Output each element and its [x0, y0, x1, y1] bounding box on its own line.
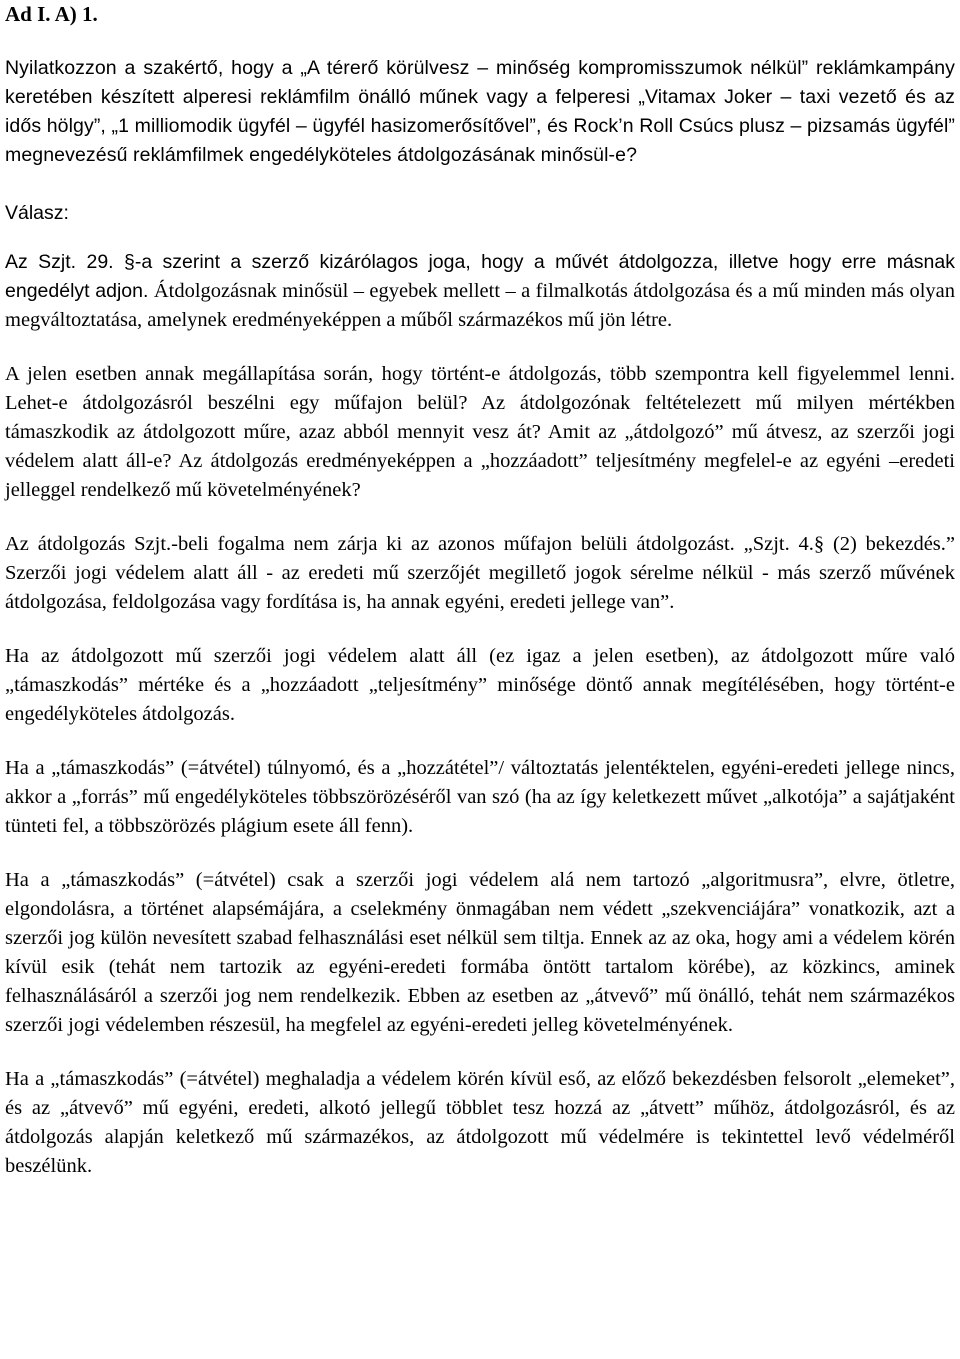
- answer-paragraph-1-serif: Átdolgozásnak minősül – egyebek mellett – a filmalkotás átdolgozása és a mű minden más olyan megváltoztatása, amelynek eredményeképpen a műből származékos mű jön létre.: [5, 280, 955, 331]
- paragraph-reproduction: Ha a „támaszkodás” (=átvétel) túlnyomó, és a „hozzátétel”/ változtatás jelentéktelen, egyéni-eredeti jellege nincs, akkor a „forrás” mű engedélyköteles többszörözéséről van szó (ha az így keletkezett művet „alkotója” a sajátjaként tünteti fel, a többszörözés plágium esete áll fenn).: [5, 757, 955, 837]
- paragraph-same-genre: Az átdolgozás Szjt.-beli fogalma nem zárja ki az azonos műfajon belüli átdolgozást. „Szjt. 4.§ (2) bekezdés.” Szerzői jogi védelem alatt áll - az eredeti mű szerzőjét megillető jogok sérelme nélkül - más szerző művének átdolgozása, feldolgozása vagy fordítása is, ha annak egyéni, eredeti jellege van”.: [5, 533, 955, 613]
- paragraph-public-domain: Ha a „támaszkodás” (=átvétel) csak a szerzői jogi védelem alá nem tartozó „algoritmusra”, elvre, ötletre, elgondolásra, a történet alapsémájára, a cselekmény önmagában nem védett „szekvenciájára” vonatkozik, azt a szerzői jog külön nevesített szabad felhasználási eset nélkül sem tiltja. Ennek az az oka, hogy ami a védelem körén kívül esik (tehát nem tartozik az egyéni-eredeti formába öntött tartalom körébe), az közkincs, aminek felhasználásáról a szerzői jog nem rendelkezik. Ebben az esetben az „átvevő” mű önálló, tehát nem származékos szerzői jogi védelemben részesül, ha megfelel az egyéni-eredeti jelleg követelményének.: [5, 869, 955, 1036]
- answer-paragraph-1-sans: Az Szjt. 29. §-a szerint a szerző kizárólagos joga, hogy a művét átdolgozza, illetve hogy erre másnak engedélyt adjon.: [5, 251, 955, 302]
- document-page: [5, 0, 955, 1206]
- answer-label: Válasz:: [5, 202, 69, 224]
- paragraph-criteria: A jelen esetben annak megállapítása során, hogy történt-e átdolgozás, több szempontra kell figyelemmel lenni. Lehet-e átdolgozásról beszélni egy műfajon belül? Az átdolgozónak feltételezett mű milyen mértékben támaszkodik az átdolgozott műre, azaz abból mennyit vesz át? Amit az „átdolgozó” mű átvesz, az szerzői jogi védelem alatt áll-e? Az átdolgozás eredményeképpen a „hozzáadott” teljesítmény megfelel-e az egyéni –eredeti jelleggel rendelkező mű követelményének?: [5, 363, 955, 501]
- paragraph-derivative: Ha a „támaszkodás” (=átvétel) meghaladja a védelem körén kívül eső, az előző bekezdésben felsorolt „elemeket”, és az „átvevő” mű egyéni, eredeti, alkotó jellegű többlet tesz hozzá az „átvett” műhöz, átdolgozásról, és az átdolgozás alapján keletkező mű származékos, az átdolgozott mű védelmére is tekintettel levő védelméről beszélünk.: [5, 1068, 955, 1177]
- paragraph-reliance: Ha az átdolgozott mű szerzői jogi védelem alatt áll (ez igaz a jelen esetben), az átdolgozott műre való „támaszkodás” mértéke és a „hozzáadott „teljesítmény” minősége döntő annak megítélésében, hogy történt-e engedélyköteles átdolgozás.: [5, 645, 955, 725]
- section-heading: Ad I. A) 1.: [5, 2, 98, 26]
- answer-paragraph-1: [5, 248, 955, 335]
- question-paragraph: Nyilatkozzon a szakértő, hogy a „A térerő körülvesz – minőség kompromisszumok nélkül” reklámkampány keretében készített alperesi reklámfilm önálló műnek vagy a felperesi „Vitamax Joker – taxi vezető és az idős hölgy”, „1 milliomodik ügyfél – ügyfél hasizomerősítővel”, és Rock’n Roll Csúcs plusz – pizsamás ügyfél” megnevezésű reklámfilmek engedélyköteles átdolgozásának minősül-e?: [5, 57, 955, 166]
